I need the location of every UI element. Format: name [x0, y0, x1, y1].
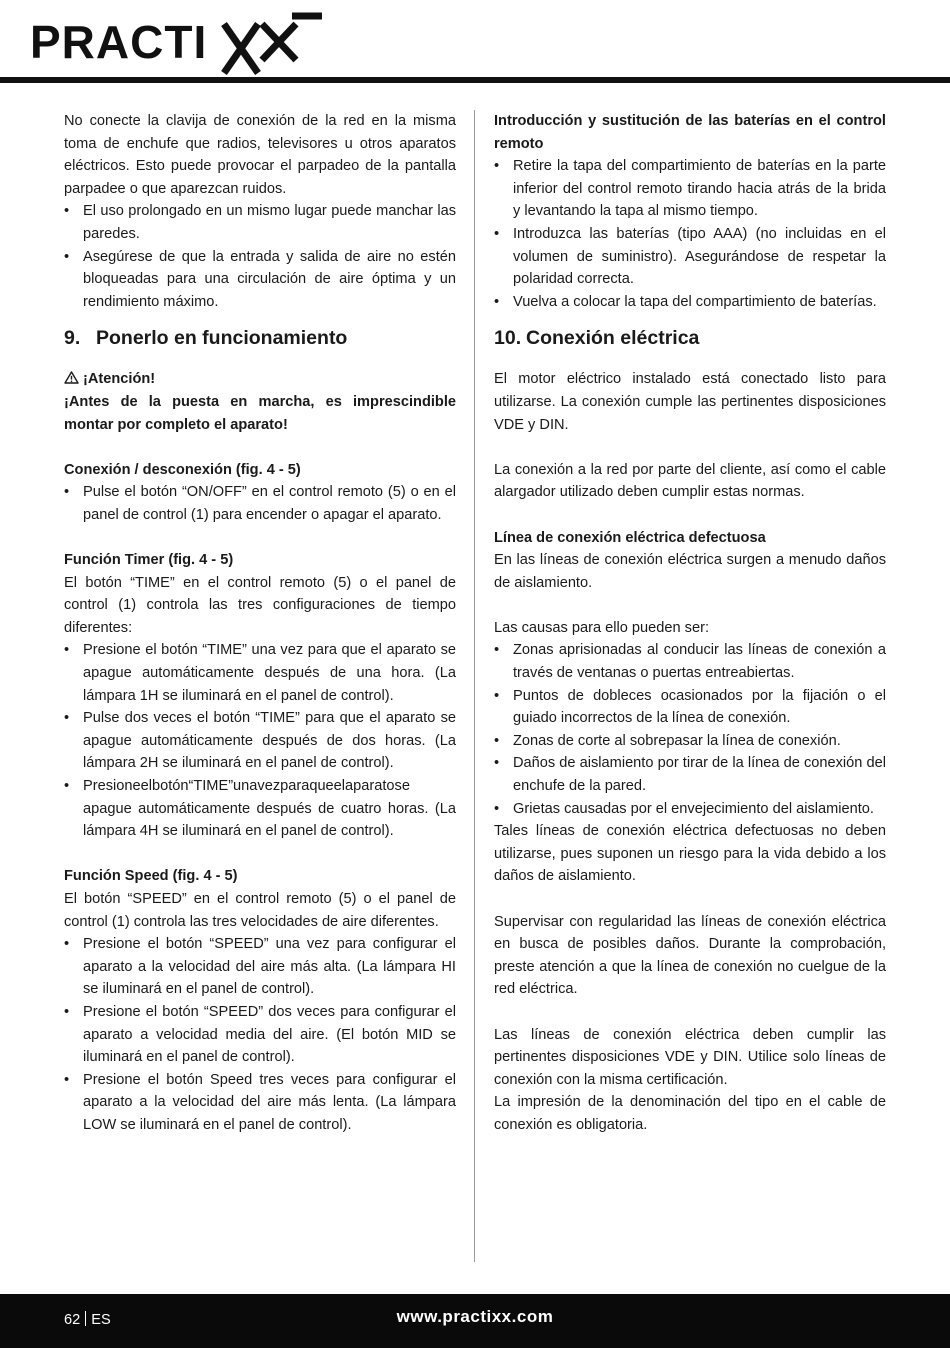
warning-triangle-icon — [64, 371, 79, 384]
list-item: • Presioneelbotón“TIME”unavezparaqueelaparatose apague automáticamente después de cuatro horas. (La lámpara 4H se iluminará en el panel de control). — [64, 775, 456, 843]
intro-paragraph: No conecte la clavija de conexión de la red en la misma toma de enchufe que radios, televisores u otros aparatos eléctricos. Esto puede provocar el parpadeo de la pantalla parpadee o que aparezcan ruidos. — [64, 113, 456, 197]
list-item: • Presione el botón Speed tres veces para configurar el aparato a la velocidad del aire más lenta. (La lámpara LOW se iluminará en el panel de control). — [64, 1069, 456, 1137]
electric-paragraph-2: La conexión a la red por parte del cliente, así como el cable alargador utilizado deben cumplir estas normas. — [494, 461, 886, 501]
list-item: • Presione el botón “SPEED” dos veces para configurar el aparato a velocidad media del aire. (El botón MID se iluminará en el panel de control). — [64, 1001, 456, 1069]
page-footer — [0, 1294, 950, 1348]
supervise-paragraph: Supervisar con regularidad las líneas de conexión eléctrica en busca de posibles daños. Durante la comprobación, preste atención a que la línea de conexión no cuelgue de la red eléctrica. — [494, 913, 886, 998]
list-item: • Vuelva a colocar la tapa del compartimiento de baterías. — [494, 291, 886, 314]
intro-bullet-list — [64, 200, 456, 313]
header-rule — [0, 77, 950, 83]
list-item: • Presione el botón “SPEED” una vez para configurar el aparato a la velocidad del aire más alta. (La lámpara HI se iluminará en el panel de control). — [64, 933, 456, 1001]
section-number: 9. — [64, 327, 81, 350]
practixx-logo — [30, 6, 330, 76]
list-item: • Puntos de dobleces ocasionados por la fijación o el guiado incorrectos de la línea de conexión. — [494, 685, 886, 730]
list-item: • Grietas causadas por el envejecimiento del aislamiento. — [494, 798, 886, 821]
list-item: • Zonas aprisionadas al conducir las líneas de conexión a través de ventanas o puertas entreabiertas. — [494, 639, 886, 684]
speed-paragraph: El botón “SPEED” en el control remoto (5) o el panel de control (1) controla las tres velocidades de aire diferentes. — [64, 891, 456, 930]
causes-intro: Las causas para ello pueden ser: — [494, 619, 709, 636]
timer-heading: Función Timer (fig. 4 - 5) — [64, 552, 234, 569]
speed-bullet-list — [64, 933, 456, 1136]
list-item: • Introduzca las baterías (tipo AAA) (no incluidas en el volumen de suministro). Asegurándose de respetar la polaridad correcta. — [494, 223, 886, 291]
column-divider — [474, 110, 475, 1262]
onoff-heading: Conexión / desconexión (fig. 4 - 5) — [64, 461, 301, 478]
list-item: • Pulse el botón “ON/OFF” en el control remoto (5) o en el panel de control (1) para encender o apagar el aparato. — [64, 481, 456, 526]
page-header — [0, 0, 950, 84]
electric-paragraph-1: El motor eléctrico instalado está conectado listo para utilizarse. La conexión cumple las pertinentes disposiciones VDE y DIN. — [494, 371, 886, 433]
onoff-bullet-list — [64, 481, 456, 526]
section-title: Ponerlo en funcionamiento — [96, 327, 348, 350]
speed-heading: Función Speed (fig. 4 - 5) — [64, 868, 238, 885]
website-link[interactable]: www.practixx.com — [396, 1307, 554, 1326]
timer-paragraph: El botón “TIME” en el control remoto (5) o el panel de control (1) controla las tres configuraciones de tiempo diferentes: — [64, 574, 456, 636]
warning-text: ¡Antes de la puesta en marcha, es imprescindible montar por completo el aparato! — [64, 393, 456, 433]
list-item: • El uso prolongado en un mismo lugar puede manchar las paredes. — [64, 200, 456, 245]
defect-heading: Línea de conexión eléctrica defectuosa — [494, 529, 766, 546]
language-code: ES — [91, 1312, 111, 1328]
battery-bullet-list — [494, 155, 886, 313]
right-column — [494, 110, 886, 1137]
page-number: 62 — [64, 1312, 81, 1328]
warning-title — [64, 368, 456, 391]
final-paragraph-1: Las líneas de conexión eléctrica deben cumplir las pertinentes disposiciones VDE y DIN. Utilice solo líneas de conexión con la misma certificación. — [494, 1026, 886, 1088]
list-item: • Pulse dos veces el botón “TIME” para que el aparato se apague automáticamente después de dos horas. (La lámpara 2H se iluminará en el panel de control). — [64, 707, 456, 775]
section-9-heading — [64, 325, 456, 351]
list-item: • Presione el botón “TIME” una vez para que el aparato se apague automáticamente después de una hora. (La lámpara 1H se iluminará en el panel de control). — [64, 639, 456, 707]
svg-text:PRACTI: PRACTI — [30, 16, 208, 68]
defect-paragraph: En las líneas de conexión eléctrica surgen a menudo daños de aislamiento. — [494, 552, 886, 591]
left-column — [64, 110, 456, 1137]
causes-after-paragraph: Tales líneas de conexión eléctrica defectuosas no deben utilizarse, pues suponen un riesgo para la vida debido a los daños de aislamiento. — [494, 823, 886, 885]
list-item: • Asegúrese de que la entrada y salida de aire no estén bloqueadas para una circulación de aire óptima y un rendimiento máximo. — [64, 246, 456, 314]
timer-bullet-list — [64, 639, 456, 842]
battery-heading: Introducción y sustitución de las baterías en el control remoto — [494, 113, 886, 152]
final-paragraph-2: La impresión de la denominación del tipo en el cable de conexión es obligatoria. — [494, 1094, 886, 1133]
warning-title-text: ¡Atención! — [83, 371, 156, 388]
section-title: Conexión eléctrica — [526, 327, 700, 350]
section-number: 10. — [494, 327, 522, 350]
list-item: • Zonas de corte al sobrepasar la línea de conexión. — [494, 730, 886, 753]
causes-bullet-list — [494, 639, 886, 820]
list-item: • Retire la tapa del compartimiento de baterías en la parte inferior del control remoto tirando hacia atrás de la brida y levantando la tapa al mismo tiempo. — [494, 155, 886, 223]
list-item: • Daños de aislamiento por tirar de la línea de conexión del enchufe de la pared. — [494, 752, 886, 797]
section-10-heading — [494, 325, 886, 351]
